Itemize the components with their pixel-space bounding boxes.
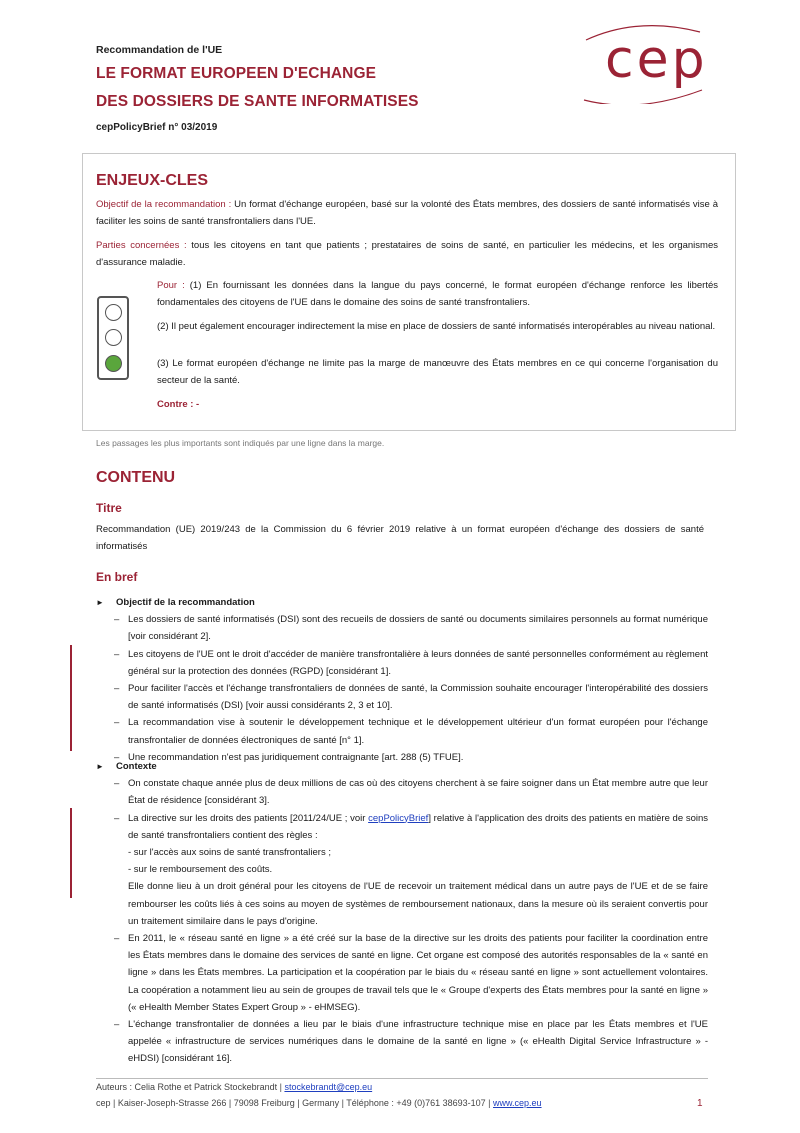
traffic-light-lamp-top	[105, 304, 122, 321]
parties-label: Parties concernées :	[96, 240, 187, 251]
website-link[interactable]: www.cep.eu	[493, 1098, 542, 1108]
list-item: – En 2011, le « réseau santé en ligne » a été créé sur la base de la directive sur les droits des patients pour faciliter la coordination entre les États membres dans le domaine des services de santé en ligne. Cet organe est composé des autorités responsables de la « santé en ligne » dans les États membres. La participation et la coopération par le biais du « réseau santé en ligne » sont actuellement volontaires. La coopération a notamment lieu au sein de groupes de travail tels que le « Groupe d'experts des États membres pour la santé en ligne » (« eHealth Member States Expert Group » - eHMSEG).	[114, 933, 708, 1013]
footer-authors: Auteurs : Celia Rothe et Patrick Stockebrandt | stockebrandt@cep.eu	[96, 1082, 373, 1092]
policy-brief-number: cepPolicyBrief n° 03/2019	[96, 122, 218, 133]
traffic-light-icon	[97, 296, 129, 380]
margin-note: Les passages les plus importants sont indiqués par une ligne dans la marge.	[96, 438, 385, 448]
objective-paragraph	[96, 196, 718, 230]
list-item: – L'échange transfrontalier de données a lieu par le biais d'une infrastructure technique mise en place par les États membres et l'UE appelée « infrastructure de services numériques dans le domaine de la santé en ligne » (« eHealth Digital Service Infrastructure » - eHDSI) [considérant 16].	[114, 1019, 708, 1065]
list-item: – Les dossiers de santé informatisés (DSI) sont des recueils de dossiers de santé ou documents similaires personnels au format numérique [voir considérant 2].	[114, 614, 708, 643]
importance-margin-line	[70, 808, 72, 898]
pour-1-text: (1) En fournissant les données dans la langue du pays concerné, le format européen d'échange renforce les libertés fondamentales des citoyens de l'UE dans le domaine des soins de santé transfrontaliers.	[157, 280, 718, 308]
en-bref-heading: En bref	[96, 570, 138, 584]
pour-paragraph-3: (3) Le format européen d'échange ne limite pas la marge de manœuvre des États membres en ce qui concerne l'organisation du secteur de la santé.	[157, 358, 718, 386]
document-title-line1: LE FORMAT EUROPEEN D'ECHANGE	[96, 65, 377, 82]
pour-paragraph-2: (2) Il peut également encourager indirectement la mise en place de dossiers de santé informatisés interopérables au niveau national.	[157, 321, 716, 332]
objective-label: Objectif de la recommandation :	[96, 199, 232, 210]
list-item: – Les citoyens de l'UE ont le droit d'accéder de manière transfrontalière à leurs données de santé personnelles conformément au règlement général sur la protection des données (RGPD) [considérant 1].	[114, 648, 708, 677]
bullet-arrow-icon: ►	[96, 762, 104, 771]
section-context-heading: ► Contexte	[96, 758, 708, 775]
traffic-light-lamp-green	[105, 355, 122, 372]
content-heading: CONTENU	[96, 469, 176, 486]
traffic-light-lamp-middle	[105, 329, 122, 346]
key-issues-heading: ENJEUX-CLES	[96, 172, 209, 189]
contre-paragraph	[157, 396, 718, 413]
author-email-link[interactable]: stockebrandt@cep.eu	[284, 1082, 373, 1092]
section-objective-heading: ► Objectif de la recommandation	[96, 594, 708, 611]
contre-label: Contre :	[157, 399, 194, 410]
recommendation-label: Recommandation de l'UE	[96, 44, 223, 56]
list-item: – Pour faciliter l'accès et l'échange transfrontaliers de données de santé, la Commission souhaite encourager l'interopérabilité des dossiers de santé informatisés (DSI) [voir aussi considérants 2, 3 et 10].	[114, 683, 708, 712]
parties-text: tous les citoyens en tant que patients ; prestataires de soins de santé, en particulier les médecins, et les organismes d'assurance maladie.	[96, 240, 718, 268]
list-item: – Une recommandation n'est pas juridiquement contraignante [art. 288 (5) TFUE].	[114, 751, 464, 763]
contre-text: -	[193, 399, 200, 410]
document-title-line2: DES DOSSIERS DE SANTE INFORMATISES	[96, 93, 419, 110]
page-number: 1	[697, 1098, 703, 1109]
list-item: – La recommandation vise à soutenir le développement technique et le développement ultérieur d'un format européen pour l'échange transfrontalier de données électroniques de santé [n° 1].	[114, 717, 708, 746]
importance-margin-line	[70, 645, 72, 751]
footer-address: cep | Kaiser-Joseph-Strasse 266 | 79098 Freiburg | Germany | Téléphone : +49 (0)761 38693-107 | www.cep.eu	[96, 1098, 542, 1108]
section-objective	[96, 594, 708, 766]
titre-heading: Titre	[96, 501, 122, 515]
cep-logo: cep	[605, 30, 708, 90]
list-item: – On constate chaque année plus de deux millions de cas où des citoyens cherchent à se faire soigner dans un État membre autre que leur État de résidence [considérant 3].	[114, 778, 708, 807]
pour-label: Pour :	[157, 280, 185, 291]
bullet-arrow-icon: ►	[96, 598, 104, 607]
parties-paragraph	[96, 237, 718, 271]
pour-paragraph-1	[157, 277, 718, 311]
objective-text: Un format d'échange européen, basé sur la volonté des États membres, des dossiers de santé informatisés vise à faciliter les soins de santé transfrontaliers dans l'UE.	[96, 199, 719, 227]
titre-text: Recommandation (UE) 2019/243 de la Commission du 6 février 2019 relative à un format européen d'échange des dossiers de santé informatisés	[96, 524, 704, 552]
section-context	[96, 758, 708, 1068]
list-item: – La directive sur les droits des patients [2011/24/UE ; voir cepPolicyBrief] relative à l'application des droits des patients en matière de soins de santé transfrontaliers contient des règles : - sur l'accès aux soins de santé transfrontaliers ; - sur le remboursement des coûts. Elle donne lieu à un droit général pour les citoyens de l'UE de recevoir un traitement médical dans un autre pays de l'UE et de se faire rembourser les coûts liés à ces soins au moyen de systèmes de remboursement nationaux, dans la mesure où ils seraient convertis pour un traitement similaire dans le pays d'origine.	[114, 812, 708, 927]
policy-brief-link[interactable]: cepPolicyBrief	[368, 812, 429, 824]
footer-divider	[96, 1078, 708, 1079]
